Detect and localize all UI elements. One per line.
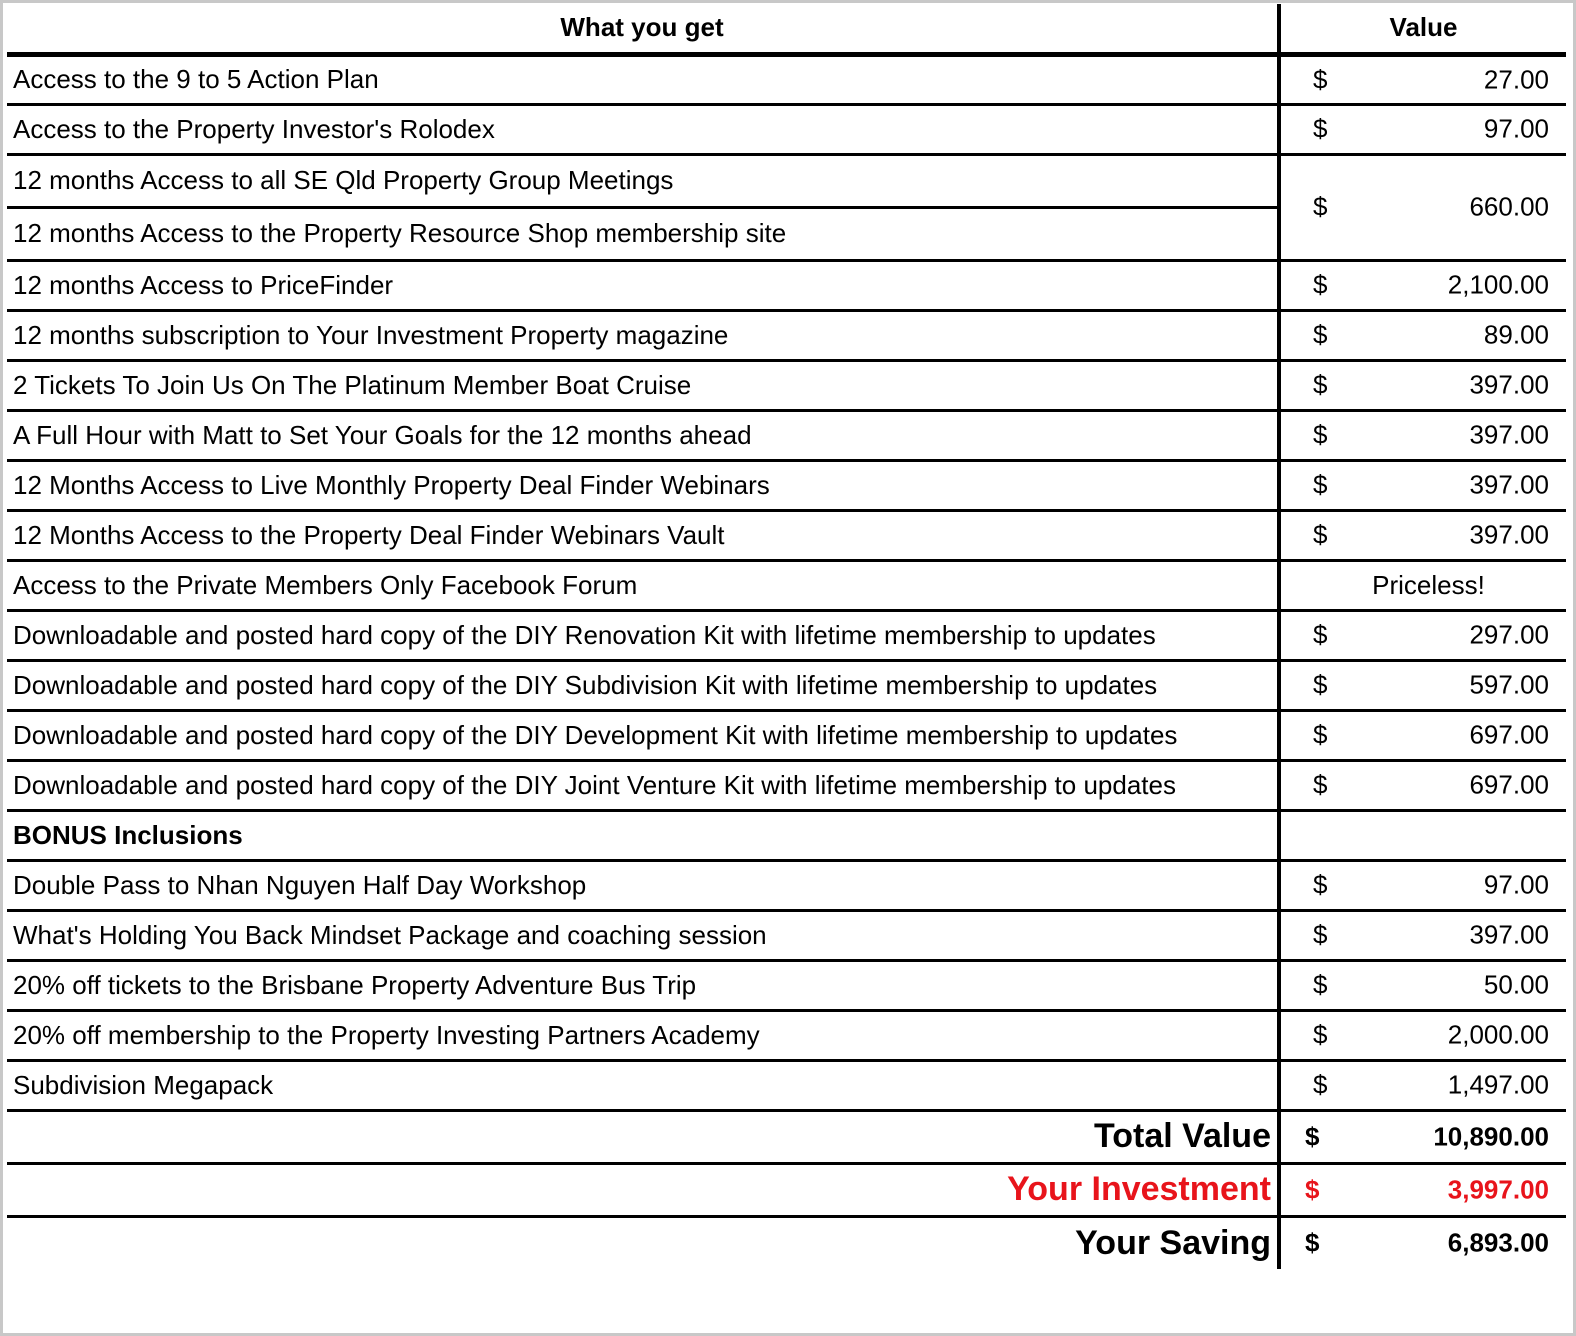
table-row [7, 560, 1566, 610]
table-row [7, 460, 1566, 510]
item-amount: 297.00 [1469, 619, 1549, 650]
currency-symbol: $ [1313, 419, 1328, 450]
item-amount: 697.00 [1469, 719, 1549, 750]
investment-amount: 3,997.00 [1447, 1174, 1549, 1204]
empty-value-cell [1279, 810, 1566, 860]
table-row [7, 310, 1566, 360]
investment-row [7, 1163, 1566, 1216]
currency-symbol: $ [1313, 113, 1328, 144]
currency-symbol: $ [1305, 1227, 1320, 1258]
item-value [1279, 360, 1566, 410]
item-value [1279, 310, 1566, 360]
table-row [7, 1010, 1566, 1060]
item-amount: 397.00 [1469, 369, 1549, 400]
bonus-item-label: What's Holding You Back Mindset Package and coaching session [7, 910, 1279, 960]
item-amount: 27.00 [1483, 64, 1549, 94]
item-value [1279, 1060, 1566, 1110]
table-row [7, 760, 1566, 810]
saving-label: Your Saving [7, 1216, 1279, 1269]
table-row [7, 260, 1566, 310]
item-value [1279, 260, 1566, 310]
item-amount: 597.00 [1469, 669, 1549, 700]
item-value [1279, 460, 1566, 510]
saving-amount: 6,893.00 [1447, 1227, 1549, 1258]
item-value [1279, 104, 1566, 154]
table-row [7, 510, 1566, 560]
item-label: A Full Hour with Matt to Set Your Goals for the 12 months ahead [7, 410, 1279, 460]
item-label: 12 Months Access to the Property Deal Finder Webinars Vault [7, 510, 1279, 560]
currency-symbol: $ [1313, 269, 1328, 300]
item-label: Downloadable and posted hard copy of the DIY Subdivision Kit with lifetime membership to updates [7, 660, 1279, 710]
currency-symbol: $ [1313, 919, 1328, 950]
total-value-label: Total Value [7, 1110, 1279, 1163]
currency-symbol: $ [1313, 1069, 1328, 1100]
currency-symbol: $ [1313, 869, 1328, 900]
item-amount: 89.00 [1483, 319, 1549, 350]
item-value [1279, 710, 1566, 760]
total-value-row [7, 1110, 1566, 1163]
item-amount: 1,497.00 [1447, 1069, 1549, 1100]
currency-symbol: $ [1313, 369, 1328, 400]
item-label: Downloadable and posted hard copy of the DIY Joint Venture Kit with lifetime membership to updates [7, 760, 1279, 810]
bonus-item-label: 20% off tickets to the Brisbane Property Adventure Bus Trip [7, 960, 1279, 1010]
item-amount: 397.00 [1469, 469, 1549, 500]
investment-label: Your Investment [7, 1163, 1279, 1216]
value-table [7, 4, 1566, 1269]
bonus-heading-row [7, 810, 1566, 860]
item-value [1279, 960, 1566, 1010]
item-label: Access to the Private Members Only Facebook Forum [7, 560, 1279, 610]
item-value [1279, 1010, 1566, 1060]
currency-symbol: $ [1313, 519, 1328, 550]
table-row [7, 104, 1566, 154]
table-row [7, 54, 1566, 104]
item-label: Access to the 9 to 5 Action Plan [7, 54, 1279, 104]
item-value [1279, 510, 1566, 560]
item-value [1279, 154, 1566, 260]
item-label: 12 months Access to PriceFinder [7, 260, 1279, 310]
bonus-heading: BONUS Inclusions [7, 810, 1279, 860]
item-label: Access to the Property Investor's Rolodex [7, 104, 1279, 154]
saving-row [7, 1216, 1566, 1269]
item-amount: 397.00 [1469, 519, 1549, 550]
table-header-row [7, 4, 1566, 54]
item-value [1279, 610, 1566, 660]
table-row [7, 360, 1566, 410]
total-value-amount: 10,890.00 [1433, 1121, 1549, 1151]
item-value [1279, 860, 1566, 910]
table-row [7, 154, 1566, 207]
item-value [1279, 760, 1566, 810]
currency-symbol: $ [1305, 1121, 1320, 1151]
currency-symbol: $ [1313, 319, 1328, 350]
item-amount: 397.00 [1469, 919, 1549, 950]
item-amount: 397.00 [1469, 419, 1549, 450]
item-amount: 97.00 [1483, 869, 1549, 900]
table-row [7, 860, 1566, 910]
table-row [7, 710, 1566, 760]
currency-symbol: $ [1313, 769, 1328, 800]
item-amount: 2,100.00 [1447, 269, 1549, 300]
table-row [7, 410, 1566, 460]
currency-symbol: $ [1313, 719, 1328, 750]
item-value [1279, 660, 1566, 710]
currency-symbol: $ [1313, 969, 1328, 1000]
currency-symbol: $ [1313, 619, 1328, 650]
table-row [7, 1060, 1566, 1110]
item-value [1279, 910, 1566, 960]
item-label: 12 months Access to all SE Qld Property Group Meetings [7, 154, 1279, 207]
currency-symbol: $ [1313, 669, 1328, 700]
item-label: Downloadable and posted hard copy of the DIY Development Kit with lifetime membership to updates [7, 710, 1279, 760]
table-row [7, 660, 1566, 710]
item-amount: 50.00 [1483, 969, 1549, 1000]
item-value [1279, 410, 1566, 460]
priceless-text: Priceless! [1372, 569, 1485, 600]
item-label: Downloadable and posted hard copy of the DIY Renovation Kit with lifetime membership to updates [7, 610, 1279, 660]
currency-symbol: $ [1313, 1019, 1328, 1050]
table-row [7, 960, 1566, 1010]
currency-symbol: $ [1305, 1174, 1320, 1204]
item-label: 12 months subscription to Your Investment Property magazine [7, 310, 1279, 360]
item-amount: 97.00 [1483, 113, 1549, 144]
bonus-item-label: 20% off membership to the Property Investing Partners Academy [7, 1010, 1279, 1060]
column-header-item: What you get [7, 4, 1279, 54]
currency-symbol: $ [1313, 191, 1328, 222]
column-header-value: Value [1279, 4, 1566, 54]
item-label: 12 Months Access to Live Monthly Property Deal Finder Webinars [7, 460, 1279, 510]
currency-symbol: $ [1313, 469, 1328, 500]
currency-symbol: $ [1313, 64, 1328, 94]
item-amount: 660.00 [1469, 191, 1549, 222]
item-value [1279, 560, 1566, 610]
total-value-cell [1279, 1110, 1566, 1163]
table-row [7, 610, 1566, 660]
saving-cell [1279, 1216, 1566, 1269]
bonus-item-label: Subdivision Megapack [7, 1060, 1279, 1110]
bonus-item-label: Double Pass to Nhan Nguyen Half Day Workshop [7, 860, 1279, 910]
investment-cell [1279, 1163, 1566, 1216]
item-amount: 697.00 [1469, 769, 1549, 800]
table-row [7, 910, 1566, 960]
item-label: 2 Tickets To Join Us On The Platinum Member Boat Cruise [7, 360, 1279, 410]
item-label: 12 months Access to the Property Resource Shop membership site [7, 207, 1279, 260]
item-amount: 2,000.00 [1447, 1019, 1549, 1050]
item-value [1279, 54, 1566, 104]
